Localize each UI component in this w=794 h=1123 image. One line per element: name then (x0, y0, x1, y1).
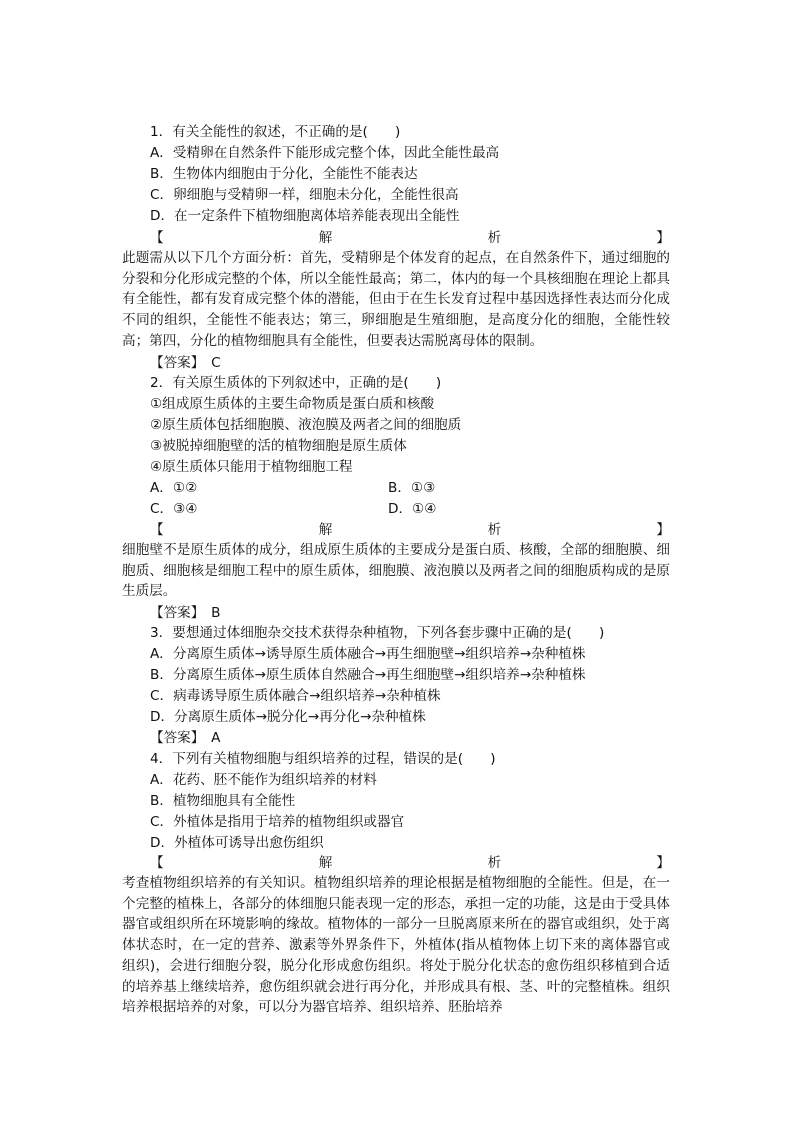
q4-stem: 4．下列有关植物细胞与组织培养的过程，错误的是( ) (150, 751, 496, 767)
q2-statement-4: ④原生质体只能用于植物细胞工程 (150, 459, 353, 475)
q2-statement-2: ②原生质体包括细胞膜、液泡膜及两者之间的细胞质 (150, 417, 462, 433)
q1-option-b: B．生物体内细胞由于分化，全能性不能表达 (150, 166, 418, 182)
q4-option-c: C．外植体是指用于培养的植物组织或器官 (150, 814, 405, 830)
q2-stem: 2．有关原生质体的下列叙述中，正确的是( ) (150, 375, 442, 391)
q1-analysis-label: 【 解 析 】 (150, 230, 670, 246)
q3-option-d: D．分离原生质体→脱分化→再分化→杂种植株 (150, 709, 426, 725)
q4-option-b: B．植物细胞具有全能性 (150, 793, 296, 809)
q2-statement-3: ③被脱掉细胞壁的活的植物细胞是原生质体 (150, 438, 407, 454)
q1-option-d: D．在一定条件下植物细胞离体培养能表现出全能性 (150, 208, 460, 224)
q1-answer: 【答案】 C (150, 355, 221, 371)
q3-option-a: A．分离原生质体→诱导原生质体融合→再生细胞壁→组织培养→杂种植株 (150, 646, 586, 662)
q3-stem: 3．要想通过体细胞杂交技术获得杂种植物，下列各套步骤中正确的是( ) (150, 625, 605, 641)
q4-option-a: A．花药、胚不能作为组织培养的材料 (150, 772, 377, 788)
q1-option-c: C．卵细胞与受精卵一样，细胞未分化，全能性很高 (150, 187, 459, 203)
q2-answer: 【答案】 B (150, 605, 221, 621)
q1-option-a: A．受精卵在自然条件下能形成完整个体，因此全能性最高 (150, 145, 500, 161)
q2-option-c: C．③④ (150, 501, 198, 517)
q2-option-a: A．①② (150, 480, 198, 496)
q1-analysis-text: 此题需从以下几个方面分析：首先，受精卵是个体发育的起点，在自然条件下，通过细胞的分裂和分化形成完整的个体，所以全能性最高；第二，体内的每一个具核细胞在理论上都具有全能性，都有发育成完整个体的潜能，但由于在生长发育过程中基因选择性表达而分化成不同的组织，全能性不能表达；第三，卵细胞是生殖细胞，是高度分化的细胞，全能性较高；第四，分化的植物细胞具有全能性，但要表达需脱离母体的限制。 (122, 250, 670, 349)
q4-option-d: D．外植体可诱导出愈伤组织 (150, 835, 324, 851)
q3-answer: 【答案】 A (150, 730, 221, 746)
q2-statement-1: ①组成原生质体的主要生命物质是蛋白质和核酸 (150, 396, 435, 412)
q1-stem: 1．有关全能性的叙述，不正确的是( ) (150, 124, 401, 140)
q4-analysis-text: 考查植物组织培养的有关知识。植物组织培养的理论根据是植物细胞的全能性。但是，在一个完整的植株上，各部分的体细胞只能表现一定的形态，承担一定的功能，这是由于受具体器官或组织所在环境影响的缘故。植物体的一部分一旦脱离原来所在的器官或组织，处于离体状态时，在一定的营养、激素等外界条件下，外植体(指从植物体上切下来的离体器官或组织)，会进行细胞分裂，脱分化形成愈伤组织。将处于脱分化状态的愈伤组织移植到合适的培养基上继续培养，愈伤组织就会进行再分化，并形成具有根、茎、叶的完整植株。组织培养根据培养的对象，可以分为器官培养、组织培养、胚胎培养 (122, 875, 670, 1016)
q3-option-c: C．病毒诱导原生质体融合→组织培养→杂种植株 (150, 688, 441, 704)
q4-analysis-label: 【 解 析 】 (150, 855, 670, 871)
q2-option-d: D．①④ (388, 501, 437, 517)
q2-analysis-label: 【 解 析 】 (150, 522, 670, 538)
q2-analysis-text: 细胞壁不是原生质体的成分，组成原生质体的主要成分是蛋白质、核酸，全部的细胞膜、细胞质、细胞核是细胞工程中的原生质体，细胞膜、液泡膜以及两者之间的细胞质构成的是原生质层。 (122, 542, 670, 600)
q3-option-b: B．分离原生质体→原生质体自然融合→再生细胞壁→组织培养→杂种植株 (150, 667, 586, 683)
q2-option-b: B．①③ (388, 480, 436, 496)
